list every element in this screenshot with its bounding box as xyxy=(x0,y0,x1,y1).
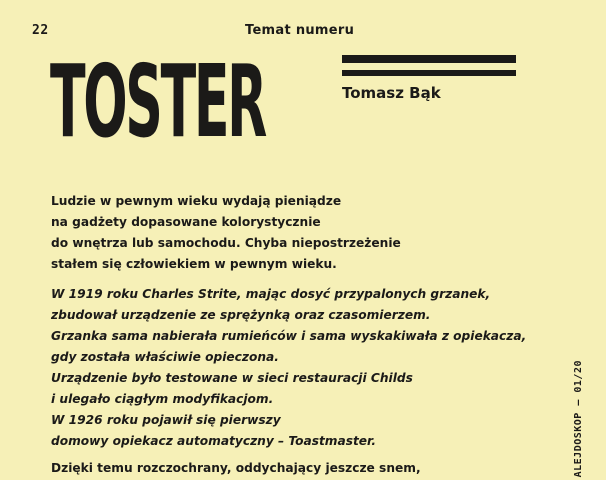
intro-paragraph xyxy=(51,191,491,275)
history-line: W 1919 roku Charles Strite, mając dosyć przypalonych grzanek, xyxy=(51,287,491,301)
intro-line: do wnętrza lub samochodu. Chyba niepostrzeżenie xyxy=(51,236,401,250)
intro-line: na gadżety dopasowane kolorystycznie xyxy=(51,215,321,229)
closing-line: Dzięki temu rozczochrany, oddychający jeszcze snem, xyxy=(51,461,421,475)
history-line: Grzanka sama nabierała rumieńców i sama wyskakiwała z opiekacza, xyxy=(51,329,527,343)
issue-label-text: ALEJDOSKOP — 01/20 xyxy=(573,360,584,478)
intro-line: Ludzie w pewnym wieku wydają pieniądze xyxy=(51,194,342,208)
article-author: Tomasz Bąk xyxy=(342,84,441,102)
history-paragraph xyxy=(51,284,527,452)
history-line: Urządzenie było testowane w sieci restauracji Childs xyxy=(51,371,413,385)
intro-line: stałem się człowiekiem w pewnym wieku. xyxy=(51,257,337,271)
history-line: domowy opiekacz automatyczny – Toastmaster. xyxy=(51,434,376,448)
decorative-rule-top xyxy=(342,55,516,63)
page-number: 22 xyxy=(32,23,49,38)
decorative-rule-bottom xyxy=(342,70,516,76)
history-line: gdy została właściwie opieczona. xyxy=(51,350,279,364)
section-label: Temat numeru xyxy=(245,23,355,38)
closing-paragraph xyxy=(51,458,491,479)
history-line: zbudował urządzenie ze sprężynką oraz czasomierzem. xyxy=(51,308,431,322)
history-line: W 1926 roku pojawił się pierwszy xyxy=(51,413,281,427)
article-title: TOSTER xyxy=(50,43,266,160)
history-line: i ulegało ciągłym modyfikacjom. xyxy=(51,392,274,406)
